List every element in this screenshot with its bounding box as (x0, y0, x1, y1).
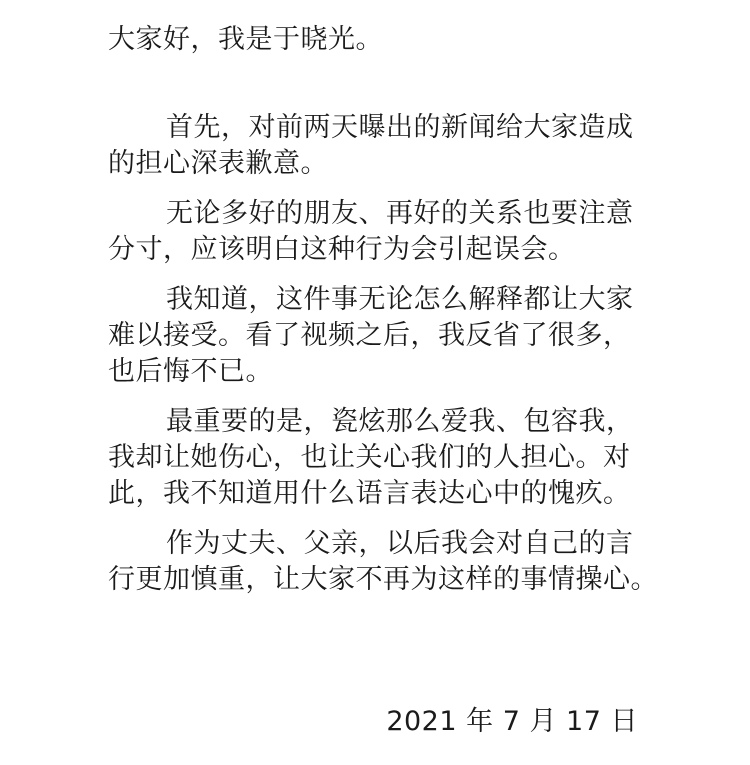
paragraph-1 (108, 110, 653, 182)
paragraph-line: 最重要的是，瓷炫那么爱我、包容我， (166, 406, 634, 437)
paragraph-line: 难以接受。看了视频之后，我反省了很多， (108, 320, 631, 351)
paragraph-line: 的担心深表歉意。 (108, 148, 328, 179)
paragraph-5 (108, 526, 658, 598)
paragraph-line: 分寸，应该明白这种行为会引起误会。 (108, 234, 576, 265)
paragraph-line: 此，我不知道用什么语言表达心中的愧疚。 (108, 478, 631, 509)
paragraph-line: 作为丈夫、父亲，以后我会对自己的言 (166, 528, 634, 559)
statement-body (108, 22, 658, 612)
paragraph-line: 行更加慎重，让大家不再为这样的事情操心。 (108, 564, 658, 595)
statement-date: 2021 年 7 月 17 日 (386, 706, 638, 737)
paragraph-2 (108, 196, 653, 268)
paragraph-4 (108, 404, 653, 512)
paragraph-line: 我却让她伤心，也让关心我们的人担心。对 (108, 442, 631, 473)
paragraph-3 (108, 282, 653, 390)
paragraph-line: 无论多好的朋友、再好的关系也要注意 (166, 198, 634, 229)
paragraph-line: 也后悔不已。 (108, 356, 273, 387)
greeting-line: 大家好，我是于晓光。 (108, 24, 383, 55)
paragraph-line: 首先，对前两天曝出的新闻给大家造成 (166, 112, 634, 143)
paragraph-line: 我知道，这件事无论怎么解释都让大家 (166, 284, 634, 315)
